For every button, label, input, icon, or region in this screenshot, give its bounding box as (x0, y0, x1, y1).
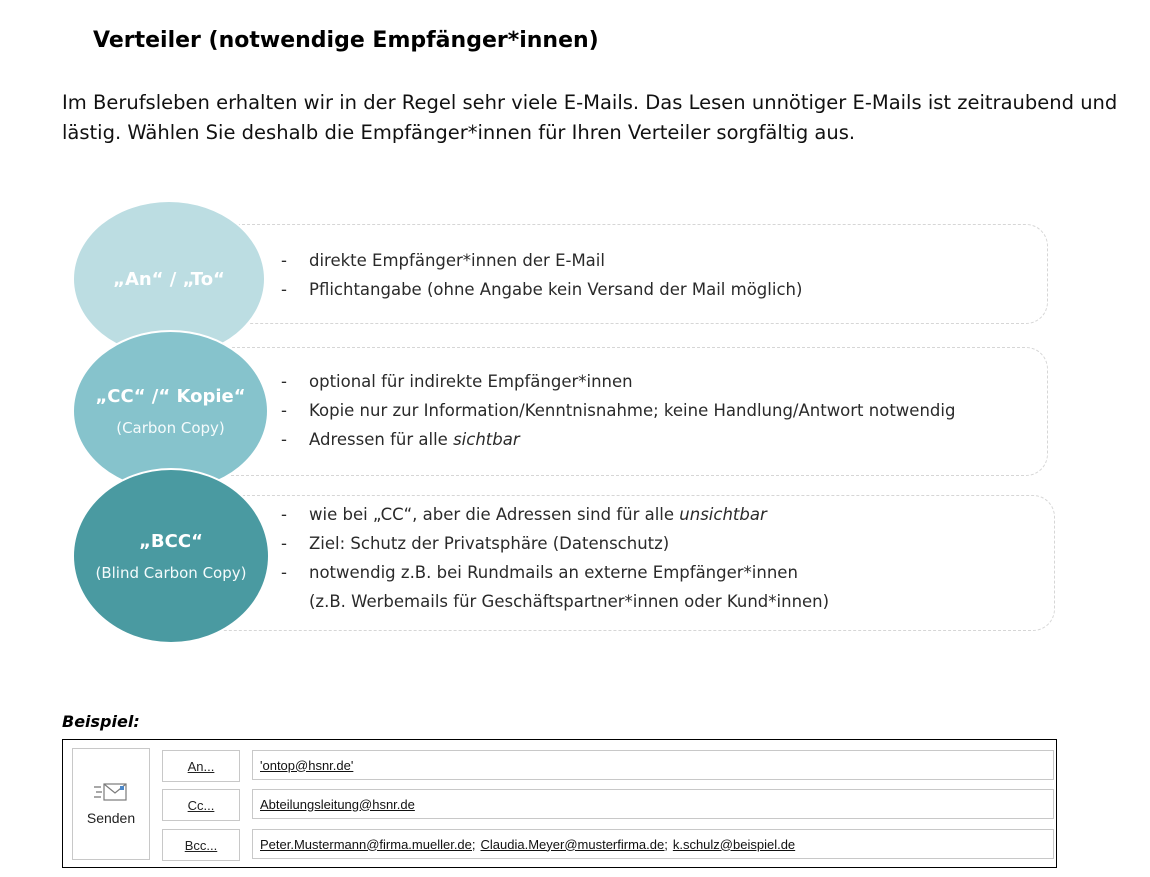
bcc-address: k.schulz@beispiel.de (672, 836, 796, 852)
email-header-example (62, 739, 1057, 868)
list-item: - direkte Empfänger*innen der E-Mail (281, 251, 605, 270)
bcc-input[interactable] (252, 829, 1054, 859)
intro-paragraph: Im Berufsleben erhalten wir in der Regel sehr viele E-Mails. Das Lesen unnötiger E-Mails ist zeitraubend und lästig. Wählen Sie deshalb die Empfänger*innen für Ihren Verteiler sorgfältig aus. (62, 91, 1118, 144)
list-item: - optional für indirekte Empfänger*innen (281, 372, 633, 391)
bcc-list (281, 500, 829, 616)
list-item-continuation: (z.B. Werbemails für Geschäftspartner*innen oder Kund*innen) (309, 592, 830, 611)
list-item: - Ziel: Schutz der Privatsphäre (Datenschutz) (281, 534, 670, 553)
bcc-field-button[interactable]: Bcc... (162, 829, 240, 861)
bcc-address: Peter.Mustermann@firma.mueller.de; (260, 836, 476, 852)
bcc-circle-subtitle: (Blind Carbon Copy) (95, 563, 247, 582)
page-title: Verteiler (notwendige Empfänger*innen) (93, 28, 599, 53)
list-item: - Pflichtangabe (ohne Angabe kein Versand der Mail möglich) (281, 280, 803, 299)
bcc-circle (72, 468, 270, 644)
cc-address: Abteilungsleitung@hsnr.de (260, 796, 415, 812)
example-label: Beispiel: (62, 712, 140, 731)
list-item: - notwendig z.B. bei Rundmails an externe Empfänger*innen (281, 563, 798, 582)
cc-circle-subtitle: (Carbon Copy) (116, 418, 225, 437)
list-item: - Kopie nur zur Information/Kenntnisnahme; keine Handlung/Antwort notwendig (281, 401, 956, 420)
send-label: Senden (86, 810, 136, 826)
send-button[interactable] (72, 748, 150, 860)
bcc-circle-title: „BCC“ (139, 530, 203, 552)
cc-list (281, 367, 955, 454)
cc-input[interactable] (252, 789, 1054, 819)
list-item: - wie bei „CC“, aber die Adressen sind für alle unsichtbar (281, 505, 767, 524)
to-field-button[interactable]: An... (162, 750, 240, 782)
to-input[interactable] (252, 750, 1054, 780)
cc-field-button[interactable]: Cc... (162, 789, 240, 821)
to-circle-title: „An“ / „To“ (113, 268, 225, 290)
cc-circle-title: „CC“ /“ Kopie“ (95, 385, 246, 407)
to-list (281, 246, 802, 304)
to-address: 'ontop@hsnr.de' (260, 757, 354, 773)
list-item: - Adressen für alle sichtbar (281, 430, 520, 449)
envelope-send-icon (93, 782, 129, 804)
bcc-address: Claudia.Meyer@musterfirma.de; (480, 836, 668, 852)
